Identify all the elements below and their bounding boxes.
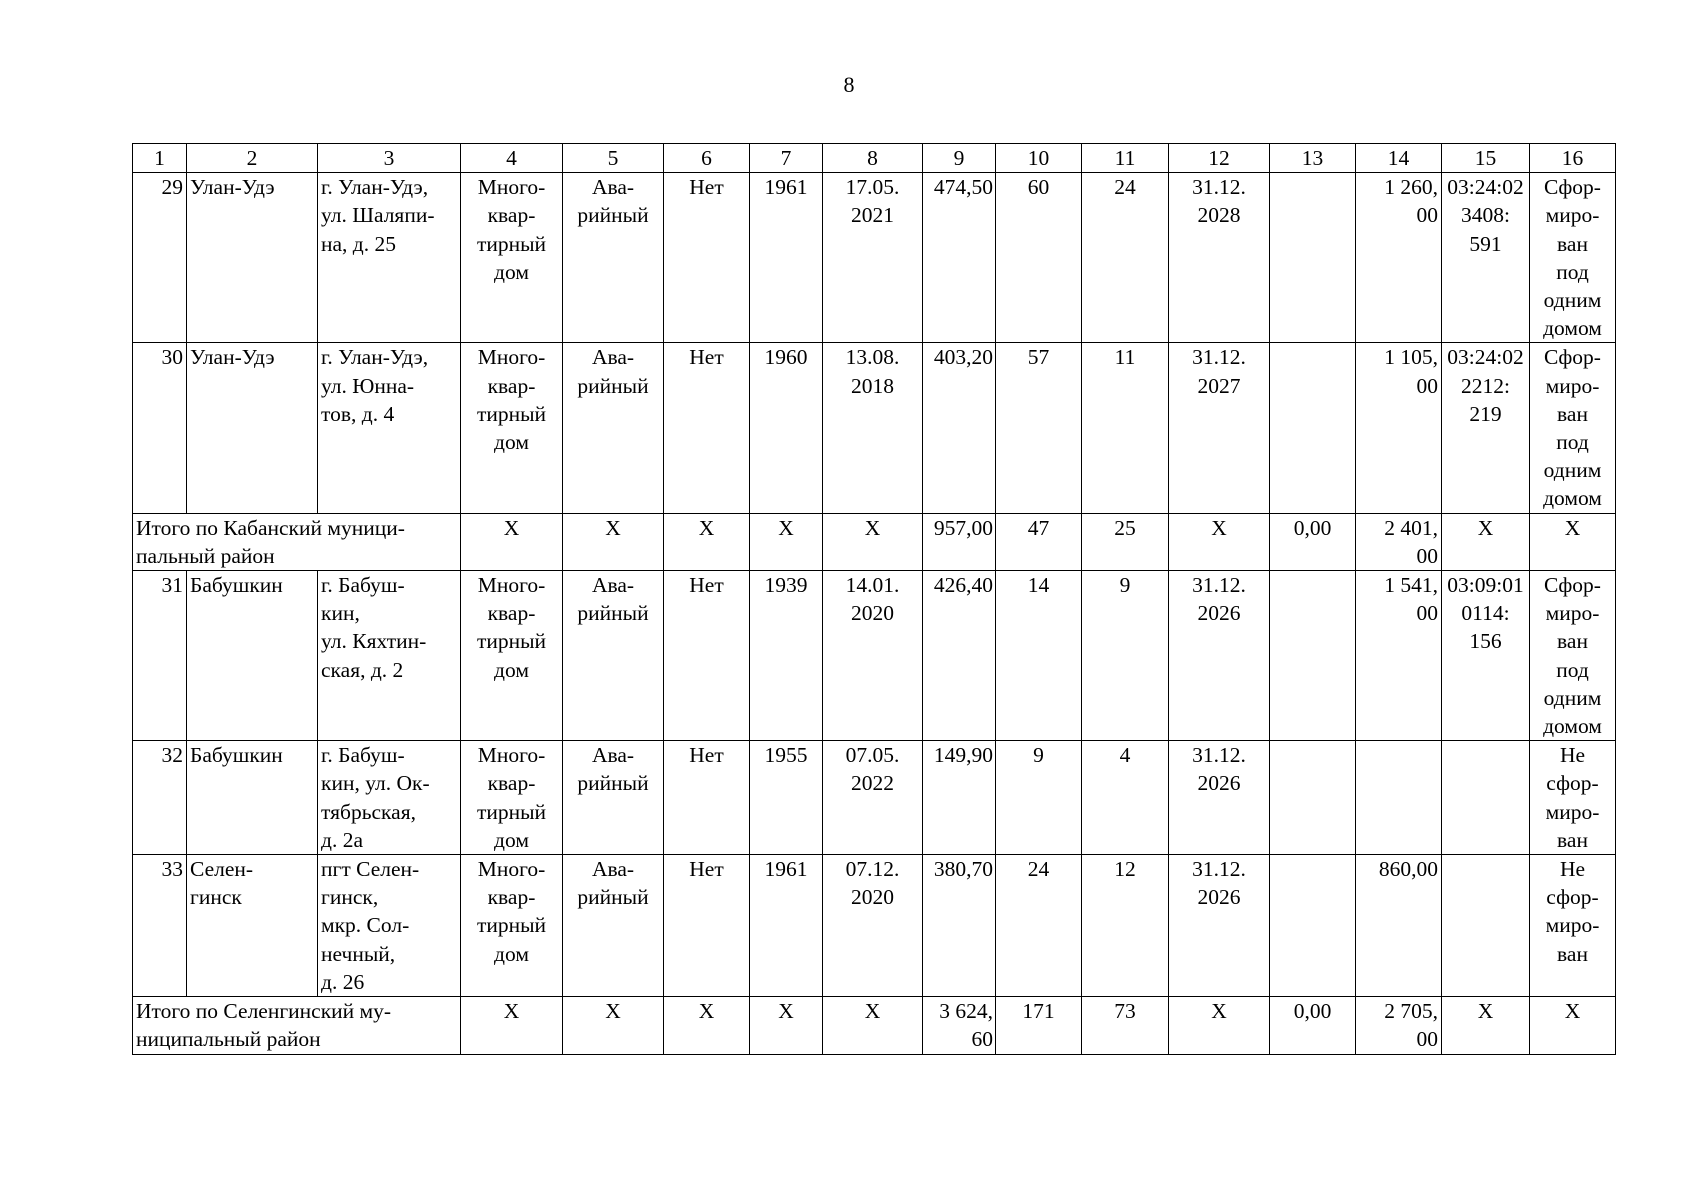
- cell-col-15: [1442, 741, 1530, 855]
- cell-col-4: Много- квар- тирный дом: [461, 343, 563, 513]
- cell-col-16: X: [1530, 997, 1616, 1054]
- cell-col-13: [1270, 741, 1356, 855]
- cell-col-9: 380,70: [923, 855, 996, 997]
- cell-col-13: [1270, 173, 1356, 343]
- cell-col-11: 9: [1082, 571, 1169, 741]
- column-number-15: 15: [1442, 144, 1530, 173]
- table-row: [133, 741, 1616, 855]
- cell-col-6: Нет: [664, 571, 750, 741]
- column-number-4: 4: [461, 144, 563, 173]
- cell-col-6: X: [664, 997, 750, 1054]
- column-number-3: 3: [318, 144, 461, 173]
- cell-col-10: 9: [996, 741, 1082, 855]
- table-row: [133, 343, 1616, 513]
- cell-col-15: 03:24:02 2212: 219: [1442, 343, 1530, 513]
- cell-col-13: 0,00: [1270, 997, 1356, 1054]
- total-row: [133, 513, 1616, 570]
- table-row: [133, 173, 1616, 343]
- cell-col-11: 73: [1082, 997, 1169, 1054]
- cell-col-2: Бабушкин: [187, 741, 318, 855]
- cell-col-8: X: [823, 513, 923, 570]
- cell-col-8: 14.01. 2020: [823, 571, 923, 741]
- cell-col-8: 13.08. 2018: [823, 343, 923, 513]
- cell-col-7: 1961: [750, 855, 823, 997]
- cell-col-3: г. Бабуш- кин, ул. Кяхтин- ская, д. 2: [318, 571, 461, 741]
- cell-col-5: Ава- рийный: [563, 343, 664, 513]
- cell-col-9: 426,40: [923, 571, 996, 741]
- cell-col-4: Много- квар- тирный дом: [461, 855, 563, 997]
- cell-col-11: 11: [1082, 343, 1169, 513]
- cell-col-3: пгт Селен- гинск, мкр. Сол- нечный, д. 26: [318, 855, 461, 997]
- cell-col-5: Ава- рийный: [563, 571, 664, 741]
- cell-col-5: Ава- рийный: [563, 173, 664, 343]
- cell-col-15: [1442, 855, 1530, 997]
- cell-col-16: Не сфор- миро- ван: [1530, 855, 1616, 997]
- cell-col-10: 60: [996, 173, 1082, 343]
- total-label: Итого по Селенгинский му- ниципальный район: [133, 997, 461, 1054]
- column-number-7: 7: [750, 144, 823, 173]
- total-label: Итого по Кабанский муници- пальный район: [133, 513, 461, 570]
- cell-col-16: X: [1530, 513, 1616, 570]
- cell-col-14: 860,00: [1356, 855, 1442, 997]
- cell-col-3: г. Улан-Удэ, ул. Юнна- тов, д. 4: [318, 343, 461, 513]
- cell-col-6: Нет: [664, 855, 750, 997]
- column-number-2: 2: [187, 144, 318, 173]
- cell-col-15: 03:09:01 0114: 156: [1442, 571, 1530, 741]
- cell-col-8: 07.05. 2022: [823, 741, 923, 855]
- table-row: [133, 855, 1616, 997]
- cell-col-7: 1955: [750, 741, 823, 855]
- cell-col-4: X: [461, 513, 563, 570]
- cell-col-7: X: [750, 513, 823, 570]
- cell-col-11: 24: [1082, 173, 1169, 343]
- column-number-5: 5: [563, 144, 664, 173]
- cell-col-13: [1270, 343, 1356, 513]
- cell-col-12: 31.12. 2027: [1169, 343, 1270, 513]
- cell-col-3: г. Бабуш- кин, ул. Ок- тябрьская, д. 2а: [318, 741, 461, 855]
- column-number-1: 1: [133, 144, 187, 173]
- cell-col-9: 149,90: [923, 741, 996, 855]
- cell-col-2: Улан-Удэ: [187, 173, 318, 343]
- cell-col-8: 07.12. 2020: [823, 855, 923, 997]
- cell-col-8: X: [823, 997, 923, 1054]
- header-row: [133, 144, 1616, 173]
- cell-col-6: Нет: [664, 343, 750, 513]
- cell-col-2: Селен- гинск: [187, 855, 318, 997]
- cell-col-15: X: [1442, 997, 1530, 1054]
- cell-col-10: 57: [996, 343, 1082, 513]
- cell-col-14: 2 401, 00: [1356, 513, 1442, 570]
- cell-col-9: 403,20: [923, 343, 996, 513]
- cell-col-7: 1960: [750, 343, 823, 513]
- cell-col-8: 17.05. 2021: [823, 173, 923, 343]
- cell-col-6: Нет: [664, 741, 750, 855]
- cell-col-7: X: [750, 997, 823, 1054]
- cell-col-16: Сфор- миро- ван под одним домом: [1530, 571, 1616, 741]
- cell-col-6: Нет: [664, 173, 750, 343]
- cell-col-14: 1 260, 00: [1356, 173, 1442, 343]
- cell-col-11: 12: [1082, 855, 1169, 997]
- cell-col-13: [1270, 571, 1356, 741]
- cell-col-12: X: [1169, 513, 1270, 570]
- cell-col-1: 33: [133, 855, 187, 997]
- cell-col-10: 47: [996, 513, 1082, 570]
- cell-col-15: 03:24:02 3408: 591: [1442, 173, 1530, 343]
- cell-col-16: Сфор- миро- ван под одним домом: [1530, 173, 1616, 343]
- column-number-11: 11: [1082, 144, 1169, 173]
- cell-col-12: X: [1169, 997, 1270, 1054]
- cell-col-10: 171: [996, 997, 1082, 1054]
- column-number-6: 6: [664, 144, 750, 173]
- cell-col-12: 31.12. 2026: [1169, 855, 1270, 997]
- column-number-16: 16: [1530, 144, 1616, 173]
- cell-col-14: 1 541, 00: [1356, 571, 1442, 741]
- cell-col-13: [1270, 855, 1356, 997]
- table-body: [133, 173, 1616, 1054]
- cell-col-3: г. Улан-Удэ, ул. Шаляпи- на, д. 25: [318, 173, 461, 343]
- cell-col-11: 4: [1082, 741, 1169, 855]
- column-number-10: 10: [996, 144, 1082, 173]
- cell-col-14: 2 705, 00: [1356, 997, 1442, 1054]
- cell-col-1: 30: [133, 343, 187, 513]
- total-row: [133, 997, 1616, 1054]
- cell-col-7: 1961: [750, 173, 823, 343]
- cell-col-4: X: [461, 997, 563, 1054]
- cell-col-6: X: [664, 513, 750, 570]
- column-number-8: 8: [823, 144, 923, 173]
- cell-col-1: 29: [133, 173, 187, 343]
- cell-col-12: 31.12. 2026: [1169, 741, 1270, 855]
- column-numbers-header: [133, 144, 1616, 173]
- cell-col-14: [1356, 741, 1442, 855]
- cell-col-7: 1939: [750, 571, 823, 741]
- cell-col-2: Бабушкин: [187, 571, 318, 741]
- cell-col-5: Ава- рийный: [563, 741, 664, 855]
- cell-col-12: 31.12. 2028: [1169, 173, 1270, 343]
- cell-col-5: Ава- рийный: [563, 855, 664, 997]
- cell-col-1: 32: [133, 741, 187, 855]
- cell-col-2: Улан-Удэ: [187, 343, 318, 513]
- cell-col-11: 25: [1082, 513, 1169, 570]
- column-number-9: 9: [923, 144, 996, 173]
- cell-col-1: 31: [133, 571, 187, 741]
- column-number-12: 12: [1169, 144, 1270, 173]
- cell-col-4: Много- квар- тирный дом: [461, 173, 563, 343]
- cell-col-10: 24: [996, 855, 1082, 997]
- cell-col-9: 3 624, 60: [923, 997, 996, 1054]
- column-number-13: 13: [1270, 144, 1356, 173]
- cell-col-13: 0,00: [1270, 513, 1356, 570]
- cell-col-16: Сфор- миро- ван под одним домом: [1530, 343, 1616, 513]
- cell-col-5: X: [563, 513, 664, 570]
- cell-col-15: X: [1442, 513, 1530, 570]
- cell-col-16: Не сфор- миро- ван: [1530, 741, 1616, 855]
- cell-col-9: 474,50: [923, 173, 996, 343]
- cell-col-12: 31.12. 2026: [1169, 571, 1270, 741]
- cell-col-4: Много- квар- тирный дом: [461, 741, 563, 855]
- cell-col-4: Много- квар- тирный дом: [461, 571, 563, 741]
- cell-col-14: 1 105, 00: [1356, 343, 1442, 513]
- housing-register-table: [132, 143, 1616, 1055]
- cell-col-10: 14: [996, 571, 1082, 741]
- column-number-14: 14: [1356, 144, 1442, 173]
- table-row: [133, 571, 1616, 741]
- cell-col-5: X: [563, 997, 664, 1054]
- cell-col-9: 957,00: [923, 513, 996, 570]
- page-number: 8: [843, 72, 855, 97]
